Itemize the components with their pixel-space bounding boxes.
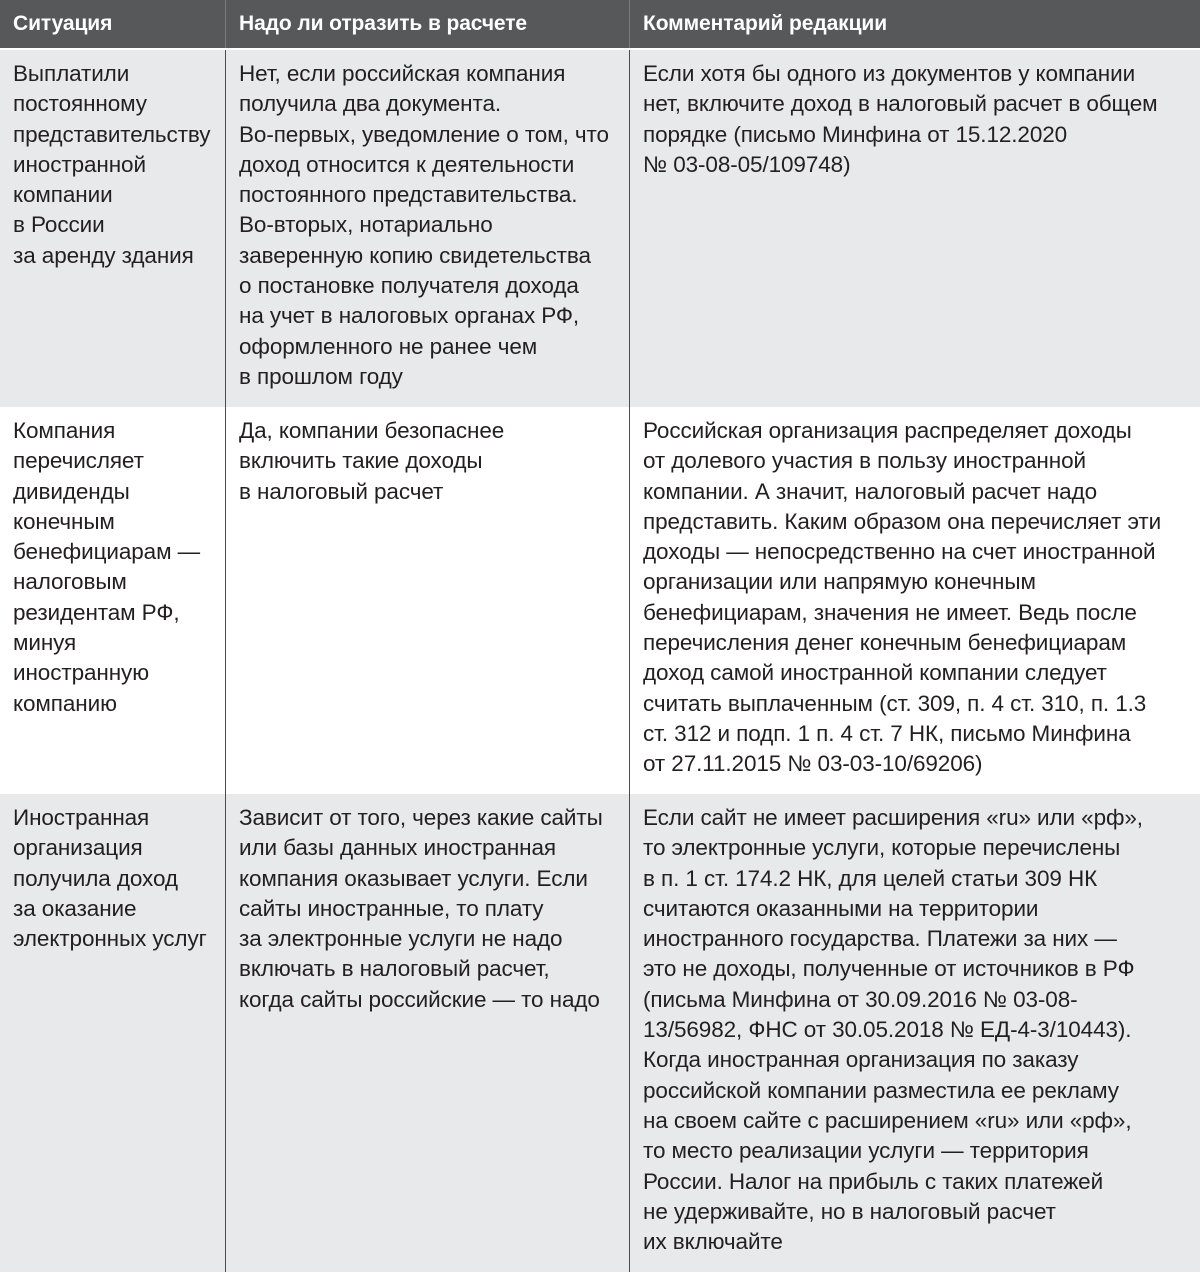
text-line: перечисления денег конечным бенефициарам [643, 630, 1127, 656]
text-line: заверенную копию свидетельства [239, 242, 591, 268]
text-line: когда сайты российские — то надо [239, 986, 600, 1012]
text-line: Когда иностранная организация по заказу [643, 1047, 1079, 1073]
text-line: иностранной [13, 151, 146, 177]
text-line: компания оказывает услуги. Если [239, 865, 588, 891]
text-line: организации или напрямую конечным [643, 569, 1036, 595]
text-line: представить. Каким образом она перечисляет эти [643, 508, 1162, 534]
text-line: российской компании разместила ее рекламу [643, 1077, 1119, 1103]
text-line: (письма Минфина от 30.09.2016 № 03-08- [643, 986, 1078, 1012]
text-line: то место реализации услуги — территория [643, 1138, 1089, 1164]
text-line: Да, компании безопаснее [239, 418, 505, 443]
text-line: Компания [13, 418, 116, 443]
text-line: или базы данных иностранная [239, 835, 556, 861]
text-line: включать в налоговый расчет, [239, 956, 550, 982]
text-line: компании. А значит, налоговый расчет надо [643, 478, 1098, 504]
text-line: за оказание [13, 895, 137, 921]
header-reflect: Надо ли отразить в расчете [225, 0, 629, 48]
text-line: бенефициарам — [13, 539, 200, 565]
table-row [0, 794, 1200, 1272]
table-row [0, 407, 1200, 794]
cell-situation [0, 794, 225, 1272]
text-line: получила доход [13, 865, 178, 891]
text-line: Российская организация распределяет доходы [643, 418, 1132, 443]
text-line: Зависит от того, через какие сайты [239, 805, 603, 830]
text-line: налоговым [13, 569, 127, 595]
text-line: доход относится к деятельности [239, 151, 575, 177]
text-line: электронных услуг [13, 926, 207, 952]
text-line: Во-вторых, нотариально [239, 212, 493, 238]
cell-situation [0, 50, 225, 407]
text-line: 13/56982, ФНС от 30.05.2018 № ЕД-4-3/10443). [643, 1017, 1132, 1043]
text-line: иностранную [13, 660, 149, 686]
text-line: считаются оказанными на территории [643, 895, 1039, 921]
text-line: иностранного государства. Платежи за них — [643, 926, 1117, 952]
text-line: Выплатили [13, 61, 130, 86]
text-line: Если сайт не имеет расширения «ru» или «рф», [643, 805, 1143, 830]
text-line: постоянного представительства. [239, 182, 578, 208]
text-line: получила два документа. [239, 91, 502, 117]
text-line: дивиденды [13, 478, 130, 504]
text-line: не удерживайте, но в налоговый расчет [643, 1198, 1056, 1224]
text-line: организация [13, 835, 143, 861]
text-line: бенефициарам, значения не имеет. Ведь после [643, 599, 1137, 625]
text-line: № 03-08-05/109748) [643, 151, 851, 177]
text-line: от 27.11.2015 № 03-03-10/69206) [643, 751, 983, 777]
text-line: на учет в налоговых органах РФ, [239, 303, 580, 329]
cell-reflect [225, 407, 629, 794]
text-line: представительству [13, 121, 211, 147]
cell-situation [0, 407, 225, 794]
text-line: в п. 1 ст. 174.2 НК, для целей статьи 309 НК [643, 865, 1098, 891]
text-line: компании [13, 182, 113, 208]
table-header-row [0, 0, 1200, 50]
text-line: за аренду здания [13, 242, 194, 268]
text-line: доходы — непосредственно на счет иностранной [643, 539, 1156, 565]
text-line: минуя [13, 630, 77, 656]
header-situation: Ситуация [13, 11, 113, 35]
text-line: о постановке получателя дохода [239, 273, 579, 299]
text-line: от долевого участия в пользу иностранной [643, 448, 1086, 474]
text-line: ст. 312 и подп. 1 п. 4 ст. 7 НК, письмо Минфина [643, 720, 1131, 746]
text-line: Если хотя бы одного из документов у компании [643, 61, 1136, 86]
table-row [0, 50, 1200, 407]
text-line: это не доходы, полученные от источников в РФ [643, 956, 1135, 982]
text-line: считать выплаченным (ст. 309, п. 4 ст. 310, п. 1.3 [643, 690, 1147, 716]
text-line: конечным [13, 508, 115, 534]
text-line: их включайте [643, 1229, 783, 1255]
cell-comment [629, 50, 1200, 407]
text-line: нет, включите доход в налоговый расчет в общем [643, 91, 1158, 117]
text-line: сайты иностранные, то плату [239, 895, 544, 921]
text-line: резидентам РФ, [13, 599, 180, 625]
text-line: на своем сайте с расширением «ru» или «рф», [643, 1107, 1132, 1133]
text-line: компанию [13, 690, 117, 716]
text-line: Во-первых, уведомление о том, что [239, 121, 609, 147]
text-line: в налоговый расчет [239, 478, 444, 504]
text-line: Иностранная [13, 805, 150, 830]
text-line: включить такие доходы [239, 448, 483, 474]
text-line: оформленного не ранее чем [239, 333, 538, 359]
text-line: то электронные услуги, которые перечислены [643, 835, 1121, 861]
text-line: порядке (письмо Минфина от 15.12.2020 [643, 121, 1068, 147]
text-line: перечисляет [13, 448, 144, 474]
cell-comment [629, 407, 1200, 794]
cell-reflect [225, 50, 629, 407]
cell-reflect [225, 794, 629, 1272]
text-line: России. Налог на прибыль с таких платежей [643, 1168, 1104, 1194]
text-line: постоянному [13, 91, 147, 117]
cell-comment [629, 794, 1200, 1272]
text-line: в России [13, 212, 105, 238]
text-line: доход самой иностранной компании следует [643, 660, 1107, 686]
text-line: в прошлом году [239, 363, 403, 389]
text-line: за электронные услуги не надо [239, 926, 563, 952]
text-line: Нет, если российская компания [239, 61, 566, 86]
header-comment: Комментарий редакции [629, 0, 1200, 48]
